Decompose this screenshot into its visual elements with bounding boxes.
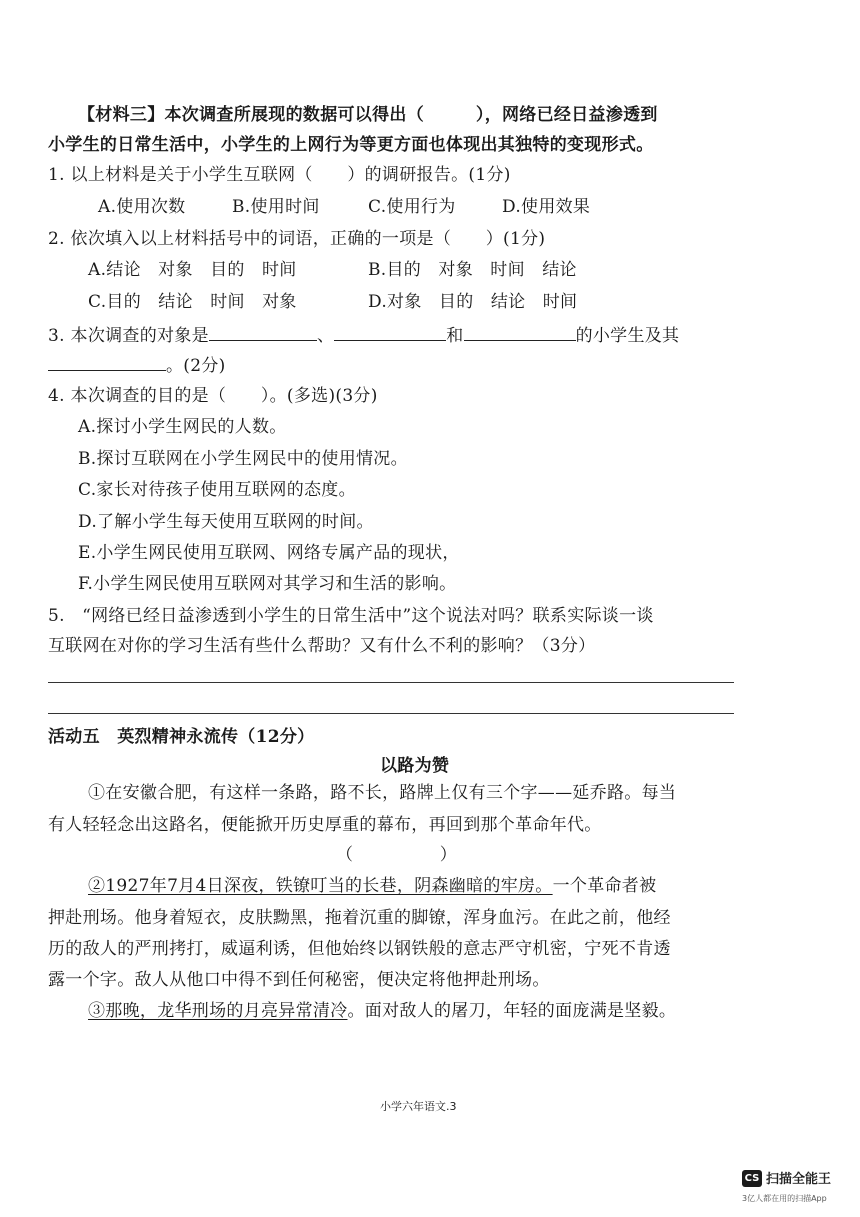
q3-tail: [48, 352, 226, 378]
answer-line-1[interactable]: [48, 682, 734, 683]
q3-stem-end: 的小学生及其: [575, 326, 680, 346]
paragraph-2-rest: 一个革命者被: [552, 876, 657, 896]
q4-option-e: E.小学生网民使用互联网、网络专属产品的现状，: [78, 543, 460, 563]
page-number-label: 小学六年语文.3: [380, 1100, 457, 1113]
q3-stem: [48, 322, 679, 348]
q3-sep-1: 、: [316, 326, 335, 346]
material3-line1: 【材料三】本次调查所展现的数据可以得出（ ），网络已经日益渗透到: [78, 105, 658, 125]
q2-stem: 2. 依次填入以上材料括号中的词语，正确的一项是（ ）(1分): [48, 229, 546, 249]
camscanner-name: 扫描全能王: [766, 1172, 832, 1187]
q3-tail-text: 。(2分): [166, 356, 226, 376]
paragraph-2-line2: 押赴刑场。他身着短衣，皮肤黝黑，拖着沉重的脚镣，浑身血污。在此之前，他经: [48, 908, 671, 928]
q1-option-d: D.使用效果: [502, 197, 591, 217]
q4-option-a: A.探讨小学生网民的人数。: [78, 417, 287, 437]
q3-sep-2: 和: [446, 326, 464, 346]
q3-blank-3[interactable]: [464, 322, 576, 341]
activity5-heading: 活动五 英烈精神永流传（12分）: [48, 727, 315, 747]
subheading-blank-bracket: （ ）: [336, 845, 458, 865]
q4-option-b: B.探讨互联网在小学生网民中的使用情况。: [78, 449, 408, 469]
paragraph-2-underlined: ②1927年7月4日深夜，铁镣叮当的长巷，阴森幽暗的牢房。: [88, 876, 553, 896]
paragraph-1-line1: ①在安徽合肥，有这样一条路，路不长，路牌上仅有三个字——延乔路。每当: [88, 783, 677, 803]
q2-option-b: B.目的 对象 时间 结论: [368, 260, 577, 280]
q2-option-d: D.对象 目的 结论 时间: [368, 292, 578, 312]
answer-line-2[interactable]: [48, 713, 734, 714]
q3-stem-start: 3. 本次调查的对象是: [48, 326, 209, 346]
q1-option-b: B.使用时间: [232, 197, 320, 217]
q4-stem: 4. 本次调查的目的是（ ）。(多选)(3分): [48, 386, 378, 406]
paragraph-2-line1: [88, 874, 656, 898]
q4-option-c: C.家长对待孩子使用互联网的态度。: [78, 480, 356, 500]
camscanner-logo-icon: CS: [742, 1170, 762, 1187]
paragraph-3-rest: 。面对敌人的屠刀，年轻的面庞满是坚毅。: [347, 1001, 677, 1021]
paragraph-3-line1: [88, 999, 676, 1023]
q1-option-c: C.使用行为: [368, 197, 456, 217]
q3-blank-4[interactable]: [48, 352, 166, 371]
q3-blank-1[interactable]: [209, 322, 317, 341]
q2-option-c: C.目的 结论 时间 对象: [88, 292, 297, 312]
q1-stem: 1. 以上材料是关于小学生互联网（ ）的调研报告。(1分): [48, 165, 511, 185]
paragraph-2-line4: 露一个字。敌人从他口中得不到任何秘密，便决定将他押赴刑场。: [48, 970, 550, 990]
q1-option-a: A.使用次数: [98, 197, 186, 217]
q2-option-a: A.结论 对象 目的 时间: [88, 260, 297, 280]
q5-line1: 5. “网络已经日益渗透到小学生的日常生活中”这个说法对吗？联系实际谈一谈: [48, 606, 654, 626]
paragraph-2-line3: 历的敌人的严刑拷打，威逼利诱，但他始终以钢铁般的意志严守机密，宁死不肯透: [48, 939, 671, 959]
camscanner-tagline: 3亿人都在用的扫描App: [742, 1194, 827, 1203]
q5-line2: 互联网在对你的学习生活有些什么帮助？又有什么不利的影响？（3分）: [48, 636, 596, 656]
paragraph-3-underlined: ③那晚，龙华刑场的月亮异常清冷: [88, 1001, 348, 1021]
article-title: 以路为赞: [380, 756, 450, 776]
q4-option-d: D.了解小学生每天使用互联网的时间。: [78, 512, 374, 532]
material3-line2: 小学生的日常生活中，小学生的上网行为等更方面也体现出其独特的变现形式。: [48, 135, 654, 155]
q3-blank-2[interactable]: [334, 322, 446, 341]
q4-option-f: F.小学生网民使用互联网对其学习和生活的影响。: [78, 574, 457, 594]
paragraph-1-line2: 有人轻轻念出这路名，便能掀开历史厚重的幕布，再回到那个革命年代。: [48, 815, 602, 835]
